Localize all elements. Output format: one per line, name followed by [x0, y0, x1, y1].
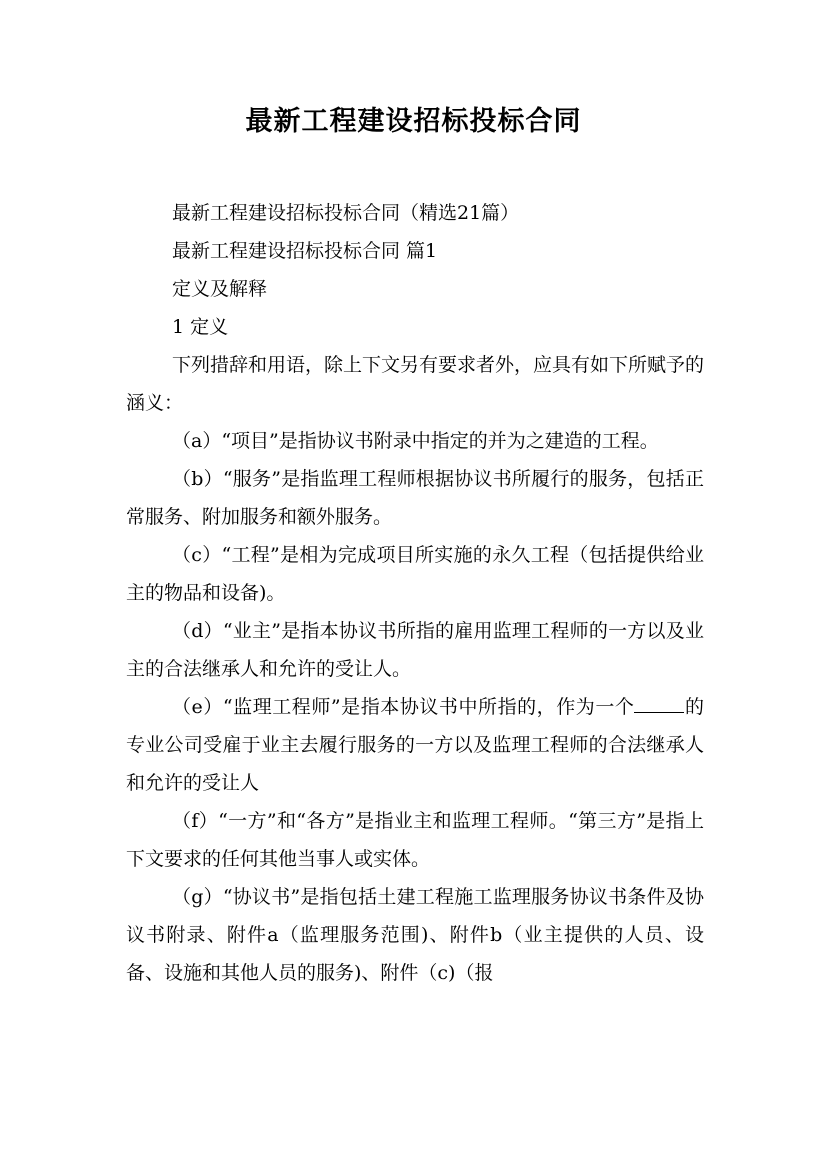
definition-f: （f）“一方”和“各方”是指业主和监理工程师。“第三方”是指上下文要求的任何其他当事人或实体。	[126, 810, 704, 870]
subtitle-line: 最新工程建设招标投标合同（精选21篇）	[172, 202, 520, 224]
definition-d: （d）“业主”是指本协议书所指的雇用监理工程师的一方以及业主的合法继承人和允许的受让人。	[126, 620, 704, 680]
definition-b: （b）“服务”是指监理工程师根据协议书所履行的服务，包括正常服务、附加服务和额外服务。	[126, 468, 704, 528]
document-body	[126, 194, 704, 992]
definition-a: （a）“项目”是指协议书附录中指定的并为之建造的工程。	[172, 430, 659, 452]
definition-e-part1: （e）“监理工程师”是指本协议书中所指的，作为一个	[172, 696, 635, 718]
chapter-line: 最新工程建设招标投标合同 篇1	[172, 240, 438, 262]
section-heading: 定义及解释	[172, 278, 268, 300]
intro-paragraph: 下列措辞和用语，除上下文另有要求者外，应具有如下所赋予的涵义：	[126, 354, 705, 414]
definition-c: （c）“工程”是相为完成项目所实施的永久工程（包括提供给业主的物品和设备)。	[126, 544, 704, 604]
subsection-heading: 1 定义	[172, 316, 229, 338]
definition-g: （g）“协议书”是指包括土建工程施工监理服务协议书条件及协议书附录、附件a（监理服务范围)、附件b（业主提供的人员、设备、设施和其他人员的服务)、附件（c)（报	[126, 886, 704, 984]
blank-underline	[634, 690, 684, 713]
document-title: 最新工程建设招标投标合同	[245, 106, 582, 137]
definition-e	[126, 688, 704, 802]
definition-e-part2: 的专业公司受雇于业主去履行服务的一方以及监理工程师的合法继承人和允许的受让人	[126, 696, 704, 794]
